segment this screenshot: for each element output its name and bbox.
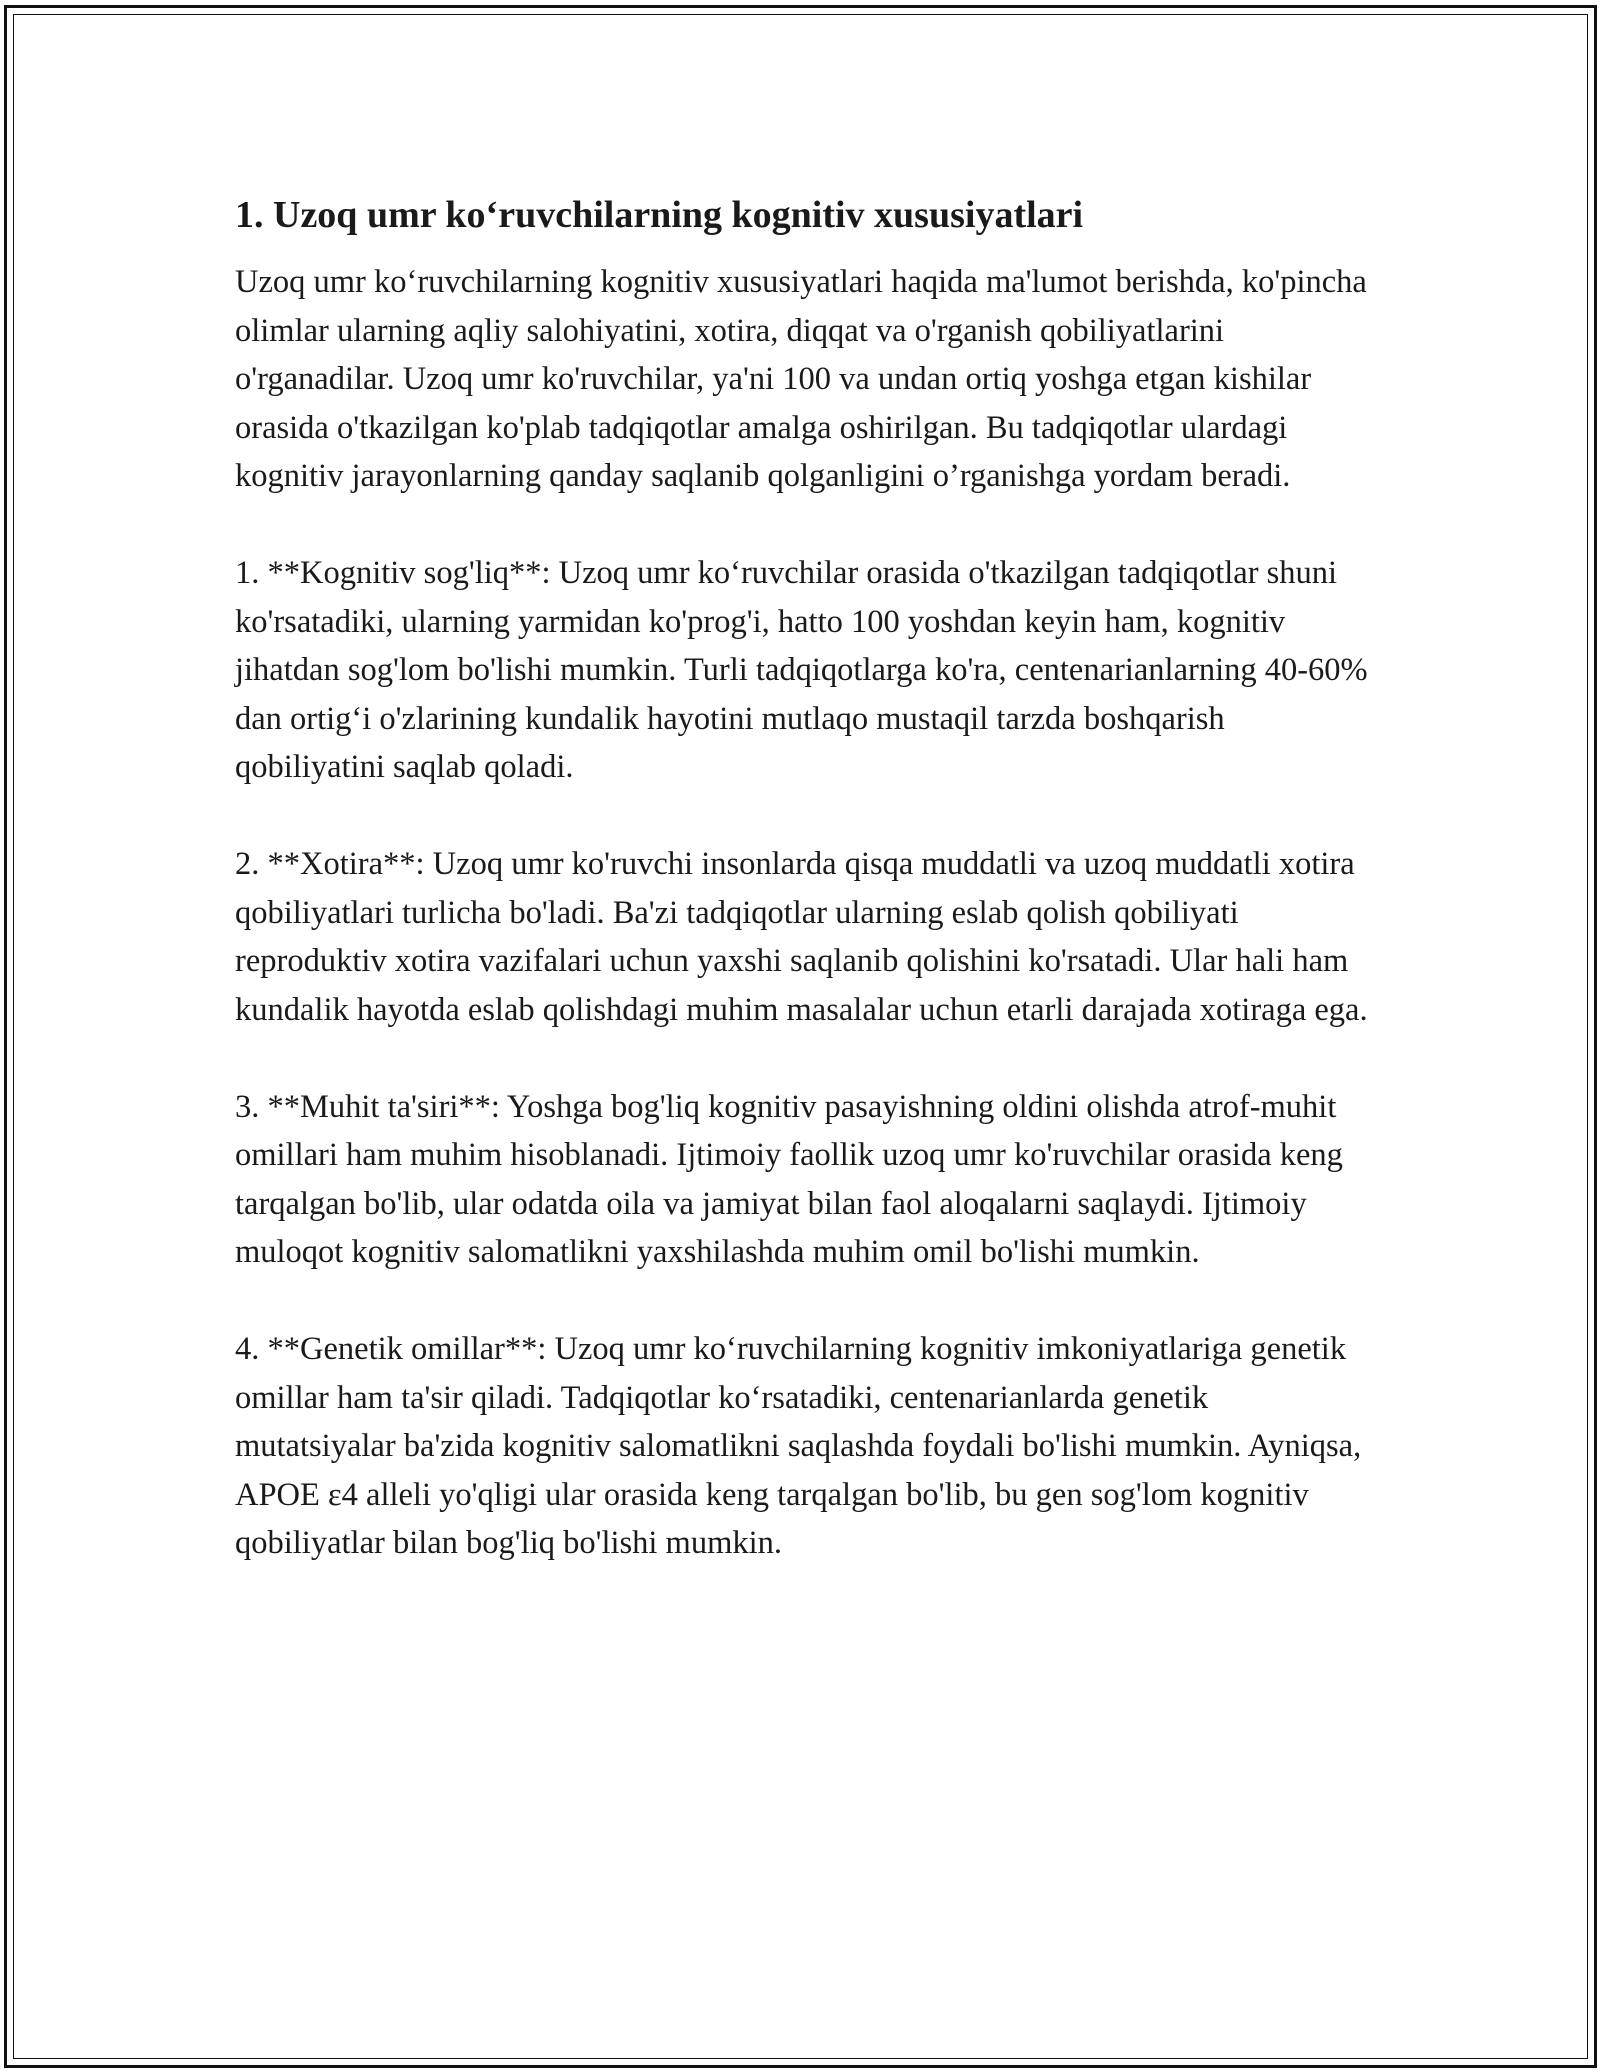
paragraph-intro: Uzoq umr ko‘ruvchilarning kognitiv xususiyatlari haqida ma'lumot berishda, ko'pincha olimlar ularning aqliy salohiyatini, xotira, diqqat va o'rganish qobiliyatlarini o'rganadilar. Uzoq umr ko'ruvchilar, ya'ni 100 va undan ortiq yoshga etgan kishilar orasida o'tkazilgan ko'plab tadqiqotlar amalga oshirilgan. Bu tadqiqotlar ulardagi kognitiv jarayonlarning qanday saqlanib qolganligini o’rganishga yordam beradi.	[235, 264, 1367, 494]
paragraph-environment: 3. **Muhit ta'siri**: Yoshga bog'liq kognitiv pasayishning oldini olishda atrof-muhit omillari ham muhim hisoblanadi. Ijtimoiy faollik uzoq umr ko'ruvchilar orasida keng tarqalgan bo'lib, ular odatda oila va jamiyat bilan faol aloqalarni saqlaydi. Ijtimoiy muloqot kognitiv salomatlikni yaxshilashda muhim omil bo'lishi mumkin.	[235, 1088, 1343, 1270]
document-body	[235, 185, 1375, 1568]
section-heading: 1. Uzoq umr ko‘ruvchilarning kognitiv xususiyatlari	[235, 194, 1084, 236]
paragraph-memory: 2. **Xotira**: Uzoq umr ko'ruvchi insonlarda qisqa muddatli va uzoq muddatli xotira qobiliyatlari turlicha bo'ladi. Ba'zi tadqiqotlar ularning eslab qolish qobiliyati reproduktiv xotira vazifalari uchun yaxshi saqlanib qolishini ko'rsatadi. Ular hali ham kundalik hayotda eslab qolishdagi muhim masalalar uchun etarli darajada xotiraga ega.	[235, 846, 1368, 1028]
paragraph-cognitive-health: 1. **Kognitiv sog'liq**: Uzoq umr ko‘ruvchilar orasida o'tkazilgan tadqiqotlar shuni ko'rsatadiki, ularning yarmidan ko'prog'i, hatto 100 yoshdan keyin ham, kognitiv jihatdan sog'lom bo'lishi mumkin. Turli tadqiqotlarga ko'ra, centenarianlarning 40-60% dan ortig‘i o'zlarining kundalik hayotini mutlaqo mustaqil tarzda boshqarish qobiliyatini saqlab qoladi.	[235, 555, 1368, 785]
paragraph-genetics: 4. **Genetik omillar**: Uzoq umr ko‘ruvchilarning kognitiv imkoniyatlariga genetik omillar ham ta'sir qiladi. Tadqiqotlar ko‘rsatadiki, centenarianlarda genetik mutatsiyalar ba'zida kognitiv salomatlikni saqlashda foydali bo'lishi mumkin. Ayniqsa, APOE ε4 alleli yo'qligi ular orasida keng tarqalgan bo'lib, bu gen sog'lom kognitiv qobiliyatlar bilan bog'liq bo'lishi mumkin.	[235, 1331, 1362, 1561]
